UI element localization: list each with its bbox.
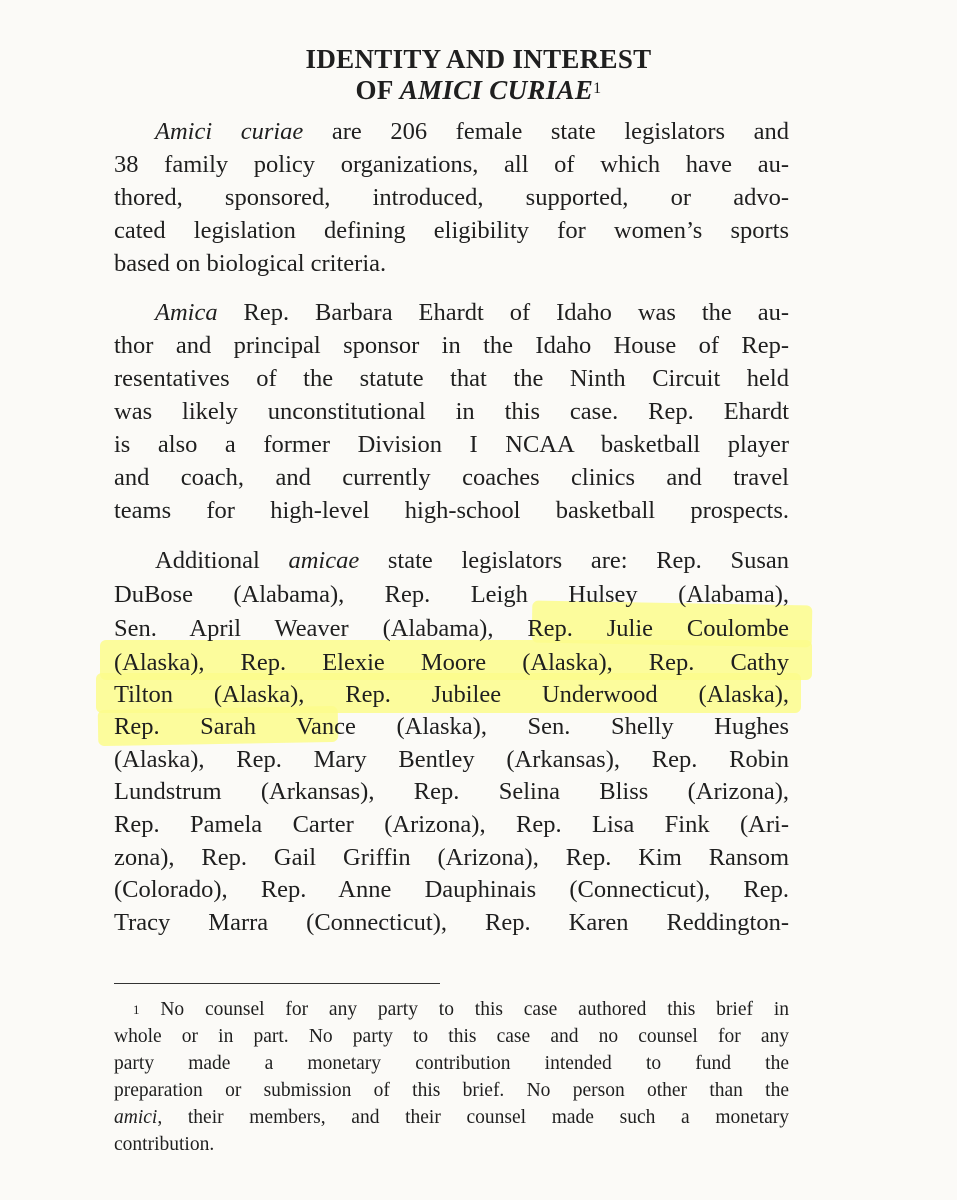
para3-line	[155, 545, 789, 577]
para1-line	[155, 116, 789, 148]
footnote-divider	[114, 983, 440, 984]
italic-term: Amici curiae	[155, 118, 304, 145]
para3-line: DuBose (Alabama), Rep. Leigh Hulsey (Alabama),	[114, 581, 789, 608]
text: Additional	[155, 547, 289, 574]
footnote-mark: 1	[133, 1002, 140, 1017]
footnote-line: party made a monetary contribution intended to fund the	[114, 1053, 789, 1074]
para3-line: (Alaska), Rep. Elexie Moore (Alaska), Rep. Cathy	[114, 649, 789, 676]
italic-term: Amica	[155, 299, 218, 326]
para2-line	[155, 297, 789, 329]
para3-line: Tracy Marra (Connecticut), Rep. Karen Reddington-	[114, 909, 789, 936]
footnote-line: whole or in part. No party to this case and no counsel for any	[114, 1026, 789, 1047]
footnote-line: contribution.	[114, 1134, 215, 1155]
para2-line: teams for high-level high-school basketball prospects.	[114, 497, 789, 524]
heading-prefix: OF	[355, 75, 400, 105]
para1-line: 38 family policy organizations, all of which have au-	[114, 151, 789, 178]
para2-line: is also a former Division I NCAA basketball player	[114, 431, 789, 458]
text: are 206 female state legislators and	[303, 118, 789, 145]
para2-line: thor and principal sponsor in the Idaho House of Rep-	[114, 332, 789, 359]
italic-term: amicae	[288, 547, 360, 574]
para3-line: (Colorado), Rep. Anne Dauphinais (Connecticut), Rep.	[114, 876, 789, 903]
text: state legislators are: Rep. Susan	[359, 547, 789, 574]
footnote-line	[133, 996, 789, 1023]
footnote-line	[114, 1104, 789, 1131]
para1-line: based on biological criteria.	[114, 250, 387, 277]
para3-line: Rep. Pamela Carter (Arizona), Rep. Lisa Fink (Ari-	[114, 811, 789, 838]
para3-line: Lundstrum (Arkansas), Rep. Selina Bliss (Arizona),	[114, 778, 789, 805]
text: Rep. Barbara Ehardt of Idaho was the au-	[217, 299, 789, 326]
para3-line: Rep. Sarah Vance (Alaska), Sen. Shelly Hughes	[114, 713, 789, 740]
para3-line: Sen. April Weaver (Alabama), Rep. Julie Coulombe	[114, 615, 789, 642]
italic-term: amici	[114, 1107, 158, 1128]
heading-line-1: IDENTITY AND INTEREST	[305, 44, 652, 74]
para1-line: thored, sponsored, introduced, supported, or advo-	[114, 184, 789, 211]
footnote-line: preparation or submission of this brief. No person other than the	[114, 1080, 789, 1101]
footnote-ref: 1	[593, 80, 602, 97]
para2-line: was likely unconstitutional in this case. Rep. Ehardt	[114, 398, 789, 425]
heading-italic: AMICI CURIAE	[399, 75, 594, 105]
text: No counsel for any party to this case authored this brief in	[139, 999, 789, 1020]
para3-line: (Alaska), Rep. Mary Bentley (Arkansas), Rep. Robin	[114, 746, 789, 773]
para2-line: resentatives of the statute that the Ninth Circuit held	[114, 365, 789, 392]
para3-line: Tilton (Alaska), Rep. Jubilee Underwood (Alaska),	[114, 681, 789, 708]
text: , their members, and their counsel made such a monetary	[157, 1107, 789, 1128]
para1-line: cated legislation defining eligibility for women’s sports	[114, 217, 789, 244]
para2-line: and coach, and currently coaches clinics and travel	[114, 464, 789, 491]
heading-line-2	[0, 75, 957, 106]
section-heading	[0, 44, 957, 106]
para3-line: zona), Rep. Gail Griffin (Arizona), Rep. Kim Ransom	[114, 844, 789, 871]
